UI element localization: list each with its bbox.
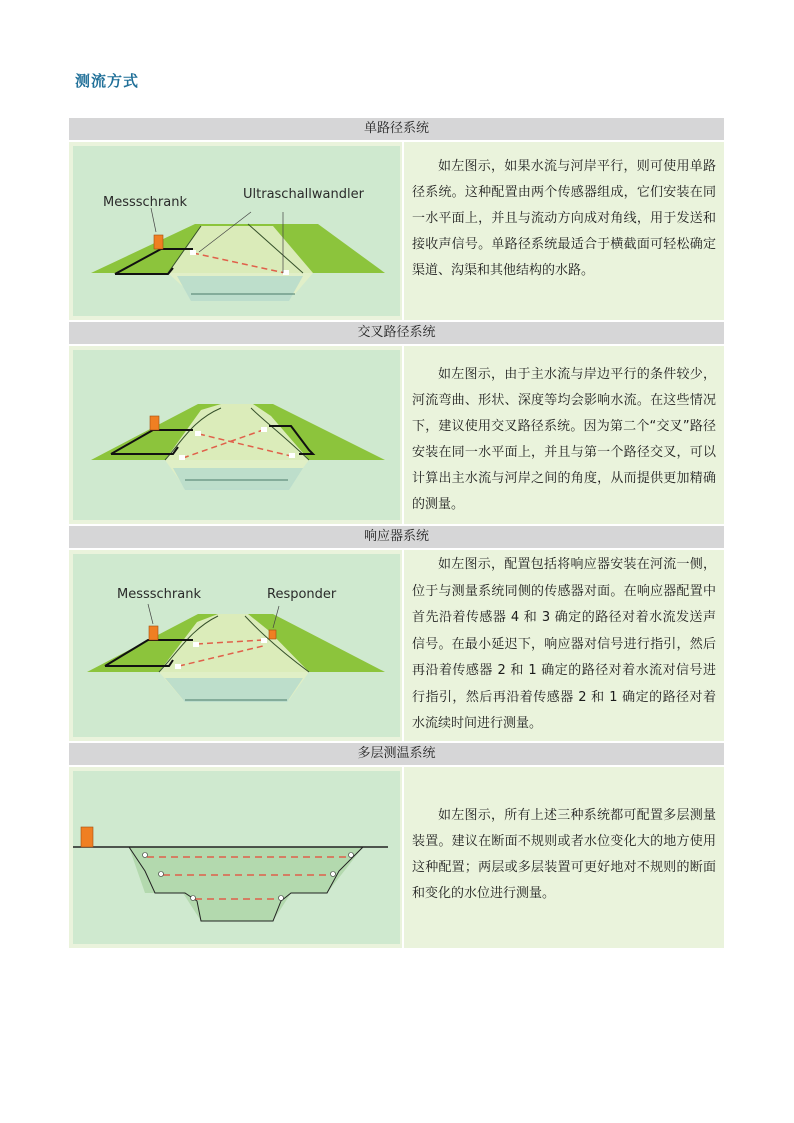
label-responder: Responder [267,587,337,602]
section-row-multi-layer [69,767,724,948]
cross-path-diagram [73,350,400,520]
section-header-single-path: 单路径系统 [69,118,724,140]
flow-methods-table [69,118,724,950]
section-description: 如左图示，配置包括将响应器安装在河流一侧，位于与测量系统同侧的传感器对面。在响应器配置中首先沿着传感器 4 和 3 确定的路径对着水流发送声信号。在最小延迟下，响应器对信号进行指引，然后再沿着传感器 2 和 1 确定的路径对着水流对信号进行指引，然后再沿着传感器 2 和 1 确定的路径对着水流续时间进行测量。 [404,550,724,741]
figure-cell [69,142,402,320]
multi-layer-diagram [73,771,400,944]
responder-diagram [73,554,400,737]
section-row-cross-path [69,346,724,524]
label-ultraschallwandler: Ultraschallwandler [243,187,364,202]
section-description: 如左图示，如果水流与河岸平行，则可使用单路径系统。这种配置由两个传感器组成，它们安装在同一水平面上，并且与流动方向成对角线，用于发送和接收声信号。单路径系统最适合于横截面可轻松确定渠道、沟渠和其他结构的水路。 [404,142,724,320]
section-header-cross-path: 交叉路径系统 [69,322,724,344]
label-messschrank: Messschrank [103,195,187,210]
figure-cell [69,346,402,524]
figure-cell [69,550,402,741]
label-messschrank: Messschrank [117,587,201,602]
section-header-multi-layer: 多层测温系统 [69,743,724,765]
section-header-responder: 响应器系统 [69,526,724,548]
section-row-responder [69,550,724,741]
section-description: 如左图示，由于主水流与岸边平行的条件较少，河流弯曲、形状、深度等均会影响水流。在这些情况下，建议使用交叉路径系统。因为第二个“交叉”路径安装在同一水平面上，并且与第一个路径交叉，可以计算出主水流与河岸之间的角度，从而提供更加精确的测量。 [404,346,724,524]
section-row-single-path [69,142,724,320]
section-description: 如左图示，所有上述三种系统都可配置多层测量装置。建议在断面不规则或者水位变化大的地方使用这种配置；两层或多层装置可更好地对不规则的断面和变化的水位进行测量。 [404,767,724,948]
figure-cell [69,767,402,948]
single-path-diagram [73,146,400,316]
page-title: 测流方式 [75,72,140,90]
